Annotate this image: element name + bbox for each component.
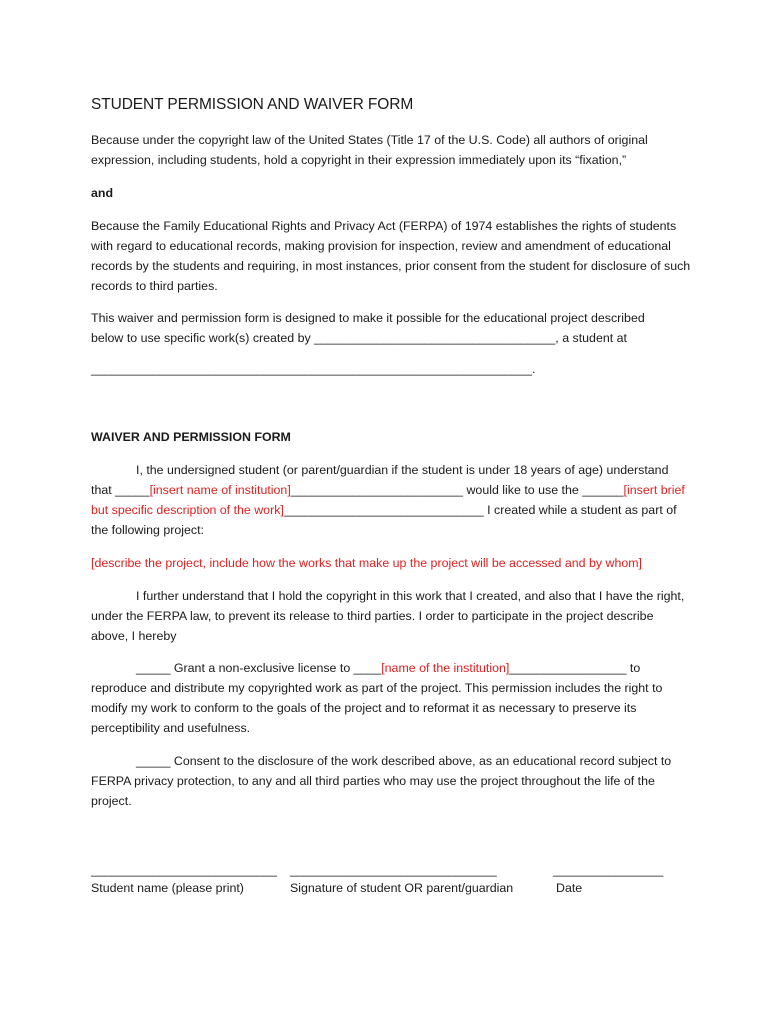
paragraph-waiver-purpose [91, 308, 691, 388]
student-name-line: ___________________________ [91, 863, 278, 877]
understanding-text-1: I, the undersigned student (or parent/guardian if the student is under 18 years of age) understand that _____ [91, 463, 669, 497]
page-title: STUDENT PERMISSION AND WAIVER FORM [91, 96, 414, 113]
date-line: ________________ [553, 863, 664, 877]
license-text-1: _____ Grant a non-exclusive license to ____ [136, 661, 382, 675]
paragraph-copyright: Because under the copyright law of the United States (Title 17 of the U.S. Code) all authors of original expression, including students, hold a copyright in their expression immediately upon its “fixation,” [91, 133, 648, 167]
purpose-line-1: This waiver and permission form is designed to make it possible for the educational project described [91, 311, 645, 325]
understanding-text-2: _________________________ would like to use the ______ [290, 483, 624, 497]
student-name-field[interactable] [91, 860, 277, 880]
student-name-label: Student name (please print) [91, 881, 244, 895]
signature-line: ______________________________ [290, 863, 497, 877]
license-institution-placeholder: [name of the institution] [381, 661, 510, 675]
purpose-line-3: ________________________________________________________________. [91, 362, 536, 376]
signature-field[interactable] [290, 860, 497, 880]
understanding-text-3: _____________________________ I created while a student as part of the following project: [91, 503, 677, 537]
and-connector: and [91, 186, 114, 200]
ownership-text: I further understand that I hold the copyright in this work that I created, and also that I have the right, under the FERPA law, to prevent its release to third parties. I order to participate in the project describe above, I hereby [91, 589, 685, 643]
paragraph-understanding [91, 460, 691, 540]
consent-text: _____ Consent to the disclosure of the work described above, as an educational record subject to FERPA privacy protection, to any and all third parties who may use the project throughout the life of the project. [91, 754, 672, 808]
license-text-2: _________________ to reproduce and distribute my copyrighted work as part of the project. This permission includes the right to modify my work to conform to the goals of the project and to reformat it as necessary to preserve its perceptibility and usefulness. [91, 661, 663, 735]
paragraph-license-grant [91, 658, 691, 738]
paragraph-consent [91, 751, 691, 811]
institution-placeholder: [insert name of institution] [149, 483, 291, 497]
paragraph-ferpa: Because the Family Educational Rights and Privacy Act (FERPA) of 1974 establishes the rights of students with regard to educational records, making provision for inspection, review and amendment of educational records by the students and requiring, in most instances, prior consent from the student for disclosure of such records to third parties. [91, 219, 691, 293]
paragraph-copyright-ownership [91, 586, 691, 646]
section-heading: WAIVER AND PERMISSION FORM [91, 430, 291, 444]
project-description-placeholder: [describe the project, include how the works that make up the project will be accessed and by whom] [91, 556, 642, 570]
signature-label: Signature of student OR parent/guardian [290, 881, 514, 895]
date-label: Date [556, 881, 583, 895]
date-field[interactable] [553, 860, 663, 880]
purpose-line-2: below to use specific work(s) created by ___________________________________, a student at [91, 331, 627, 345]
work-description-placeholder: [insert brief but specific description of the work] [91, 483, 685, 517]
